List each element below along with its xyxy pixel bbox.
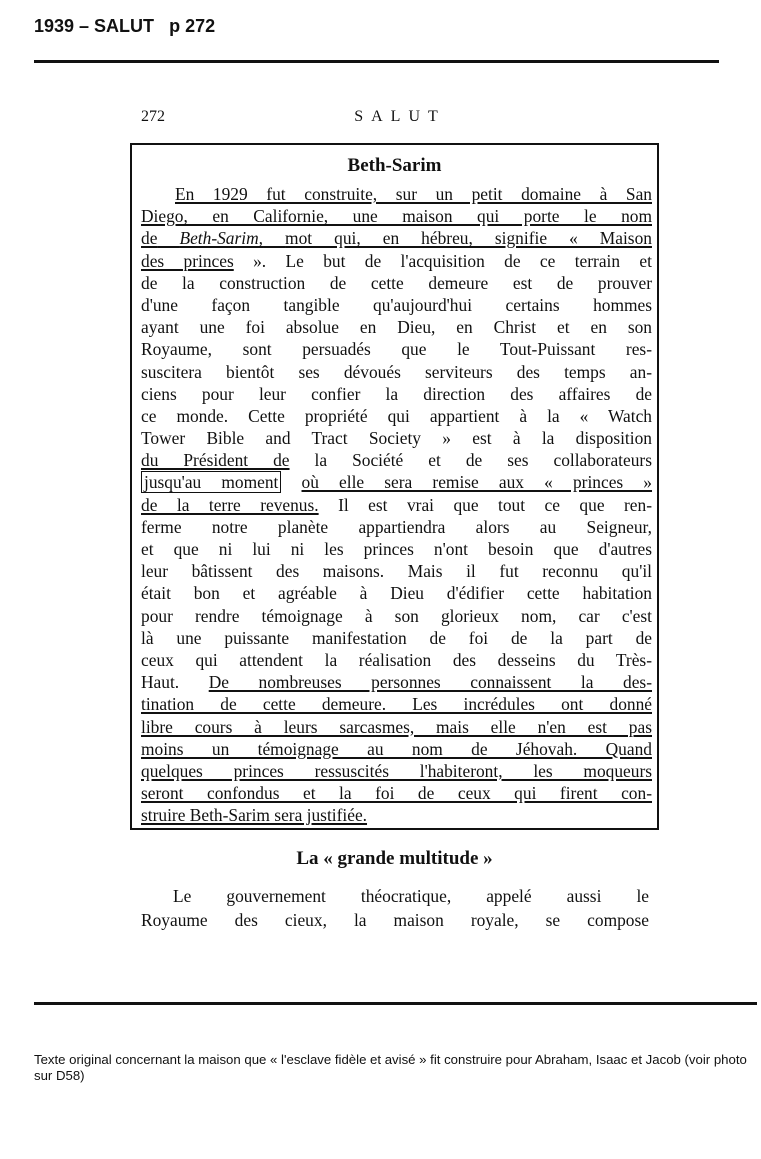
underlined-text: moins un témoignage au nom de Jéhovah. Quand (141, 738, 652, 759)
text-fragment: de (141, 228, 158, 249)
article-line: Royaume, sont persuadés que le Tout-Puissant res- (141, 339, 652, 360)
underlined-text: tination de cette demeure. Les incrédules ont donné (141, 694, 652, 715)
article-line (141, 205, 652, 227)
header-page-ref: p 272 (169, 16, 216, 36)
page-header (34, 16, 215, 37)
header-book-title: 1939 – SALUT (34, 16, 155, 36)
boxed-phrase: jusqu'au moment (141, 471, 281, 493)
article-line: ce monde. Cette propriété qui appartient à la « Watch (141, 405, 652, 426)
body-line: Royaume des cieux, la maison royale, se compose (141, 910, 649, 930)
underlined-text: De nombreuses personnes connaissent la des- (208, 672, 652, 693)
body-text (141, 884, 649, 932)
article-line (141, 716, 652, 738)
book-page-number: 272 (141, 108, 165, 125)
article-line (141, 693, 652, 715)
article-line: ayant une foi absolue en Dieu, en Christ et en son (141, 317, 652, 338)
article-line: leur bâtissent des maisons. Mais il fut reconnu qu'il (141, 561, 652, 582)
article-line: pour rendre témoignage à son glorieux nom, car c'est (141, 605, 652, 626)
boxed-article (130, 143, 659, 830)
underlined-text: libre cours à leurs sarcasmes, mais elle n'en est pas (141, 716, 652, 737)
top-rule (34, 60, 719, 63)
article-line: ferme notre planète appartiendra alors au Seigneur, (141, 516, 652, 537)
book-running-title: SALUT (354, 108, 446, 125)
underlined-text: quelques princes ressuscités l'habiteront, les moqueurs (141, 760, 652, 781)
article-line (141, 250, 652, 272)
article-line (141, 183, 652, 205)
underlined-text (141, 228, 652, 248)
article-line (141, 671, 652, 693)
text-fragment: ». Le but de l'acquisition de ce terrain et (253, 250, 652, 271)
underlined-text: de la terre revenus. (141, 494, 319, 515)
article-line: et que ni lui ni les princes n'ont besoin que d'autres (141, 539, 652, 559)
underlined-text: seront confondus et la foi de ceux qui firent con- (141, 783, 652, 804)
article-line (141, 782, 652, 804)
bottom-rule (34, 1002, 757, 1005)
article-line: ciens pour leur confier la direction des affaires de (141, 383, 652, 404)
article-line (141, 738, 652, 760)
article-line: de la construction de cette demeure est de prouver (141, 272, 652, 293)
underlined-text: du Président de (141, 450, 290, 471)
article-line: d'une façon tangible qu'aujourd'hui certains hommes (141, 294, 652, 315)
underlined-text: En 1929 fut construite, sur un petit domaine à San (175, 184, 652, 204)
article-line (141, 494, 652, 516)
article-line: ceux qui attendent la réalisation des desseins du Très- (141, 649, 652, 670)
underlined-text: struire Beth-Sarim sera justifiée. (141, 805, 368, 826)
section-heading: La « grande multitude » (296, 848, 493, 869)
box-title: Beth-Sarim (347, 155, 442, 176)
text-fragment: Il est vrai que tout ce que ren- (338, 494, 652, 515)
article-line (141, 760, 652, 782)
article-line: était bon et agréable à Dieu d'édifier cette habitation (141, 583, 652, 604)
text-fragment: mot qui, en hébreu, signifie « Maison (285, 228, 652, 249)
body-line: Le gouvernement théocratique, appelé aussi le (173, 886, 649, 906)
underlined-text: des princes (141, 250, 234, 271)
underlined-text: Diego, en Californie, une maison qui porte le nom (141, 206, 652, 227)
text-fragment: la Société et de ses collaborateurs (314, 450, 652, 471)
article-line (141, 227, 652, 249)
article-line: suscitera bientôt ses dévoués serviteurs des temps an- (141, 361, 652, 382)
article-line (141, 804, 652, 826)
underlined-text: où elle sera remise aux « princes » (301, 472, 653, 493)
caption: Texte original concernant la maison que « l'esclave fidèle et avisé » fit construire pour Abraham, Isaac et Jacob (voir photo sur D58) (34, 1052, 747, 1083)
article-line: là une puissante manifestation de foi de la part de (141, 627, 652, 648)
article-line: Tower Bible and Tract Society » est à la disposition (141, 428, 652, 449)
article-text (141, 183, 652, 826)
italic-term: Beth-Sarim, (179, 228, 264, 249)
article-line (141, 449, 652, 471)
text-fragment: Haut. (141, 672, 180, 693)
article-line (141, 471, 652, 493)
